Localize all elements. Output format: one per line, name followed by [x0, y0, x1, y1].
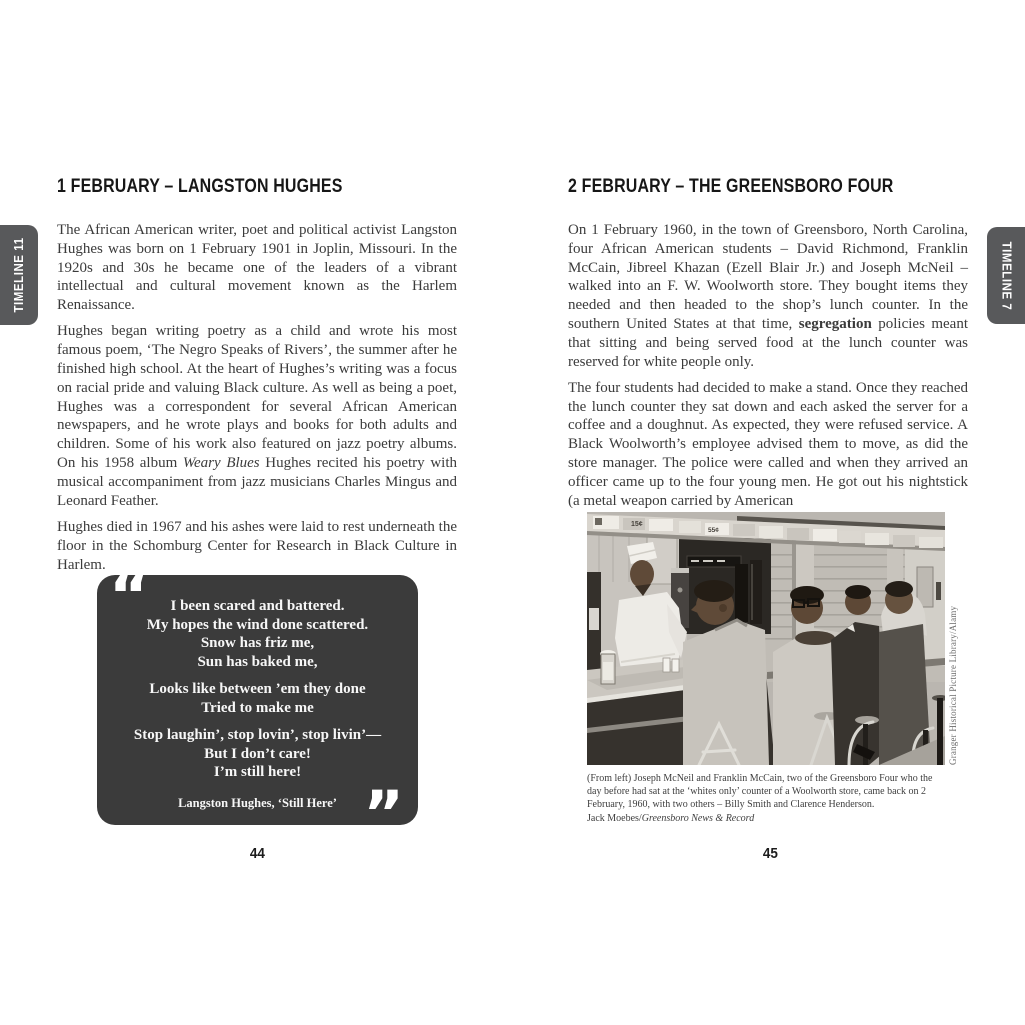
page-right — [568, 176, 968, 518]
poem-quote-box — [97, 559, 418, 851]
poem-stanza-1: I been scared and battered. My hopes the wind done scattered. Snow has friz me, Sun has baked me, — [146, 598, 369, 670]
right-paragraph-1: On 1 February 1960, in the town of Greensboro, North Carolina, four African American students – David Richmond, Franklin McCain, Jibreel Khazan (Ezell Blair Jr.) and Joseph McNeil – walked into an F. W. Woolworth store. They bought items they needed and then headed to the shop’s lunch counter. In the southern United States at that time, segregation policies meant that sitting and being served food at the lunch counter was reserved for white people only. — [568, 222, 969, 370]
greensboro-photo — [587, 512, 945, 765]
left-paragraph-2: Hughes began writing poetry as a child and wrote his most famous poem, ‘The Negro Speaks of Rivers’, the summer after he finished high school. At the heart of Hughes’s writing was a focus on racial pride and valuing Black culture. As well as being a poet, Hughes was a correspondent for several African American newspapers, and he wrote plays and books for both adults and children. Some of his work also featured on jazz poetry albums. On his 1958 album Weary Blues Hughes recited his poetry with musical accompaniment from jazz musicians Charles Mingus and Leonard Feather. — [57, 323, 457, 509]
page-number-right: 45 — [762, 845, 778, 862]
timeline-tab-left — [0, 225, 38, 325]
open-quote-icon: “ — [109, 559, 150, 632]
left-page-title — [57, 176, 457, 198]
poem-stanza-3: Stop laughin’, stop lovin’, stop livin’— But I don’t care! I’m still here! — [133, 727, 382, 780]
greensboro-photo-illustration — [587, 512, 945, 765]
right-page-title-text: 2 FEBRUARY – THE GREENSBORO FOUR — [568, 176, 894, 197]
timeline-tab-right-label: TIMELINE 7 — [999, 241, 1014, 310]
left-paragraph-3: Hughes died in 1967 and his ashes were laid to rest underneath the floor in the Schomburg Center for Research in Black Culture in Harlem. — [57, 518, 457, 573]
price-tag-2: 55¢ — [708, 527, 719, 534]
right-paragraph-2: The four students had decided to make a stand. Once they reached the lunch counter they sat down and each asked the server for a coffee and a doughnut. As expected, they were refused service. A Black Woolworth’s employee advised them to move, as did the store manager. The police were called and when they arrived an officer came up to the four young men. He got out his nightstick (a metal weapon carried by American — [568, 379, 968, 509]
page-number-left: 44 — [249, 845, 265, 862]
left-page-title-text: 1 FEBRUARY – LANGSTON HUGHES — [57, 176, 343, 197]
photo-caption: (From left) Joseph McNeil and Franklin McCain, two of the Greensboro Four who the day before had sat at the ‘whites only’ counter of a Woolworth store, came back on 2 February, 1960, with two others – Billy Smith and Clarence Henderson. Jack Moebes/Greensboro News & Record — [587, 773, 933, 824]
timeline-tab-left-label: TIMELINE 11 — [12, 237, 26, 313]
page-left — [57, 176, 457, 582]
photo-credit: Granger Historical Picture Library/Alamy — [948, 605, 958, 765]
timeline-tab-right — [987, 227, 1025, 324]
poem-attribution: Langston Hughes, ‘Still Here’ — [178, 795, 337, 810]
close-quote-icon: ” — [363, 777, 404, 851]
price-tag-1: 15¢ — [631, 521, 643, 528]
right-page-title — [568, 176, 968, 198]
poem-stanza-2: Looks like between ’em they done Tried to make me — [149, 681, 366, 716]
left-paragraph-1: The African American writer, poet and political activist Langston Hughes was born on 1 February 1901 in Joplin, Missouri. In the 1920s and 30s he became one of the leaders of a vibrant intellectual and cultural movement known as the Harlem Renaissance. — [57, 222, 457, 314]
